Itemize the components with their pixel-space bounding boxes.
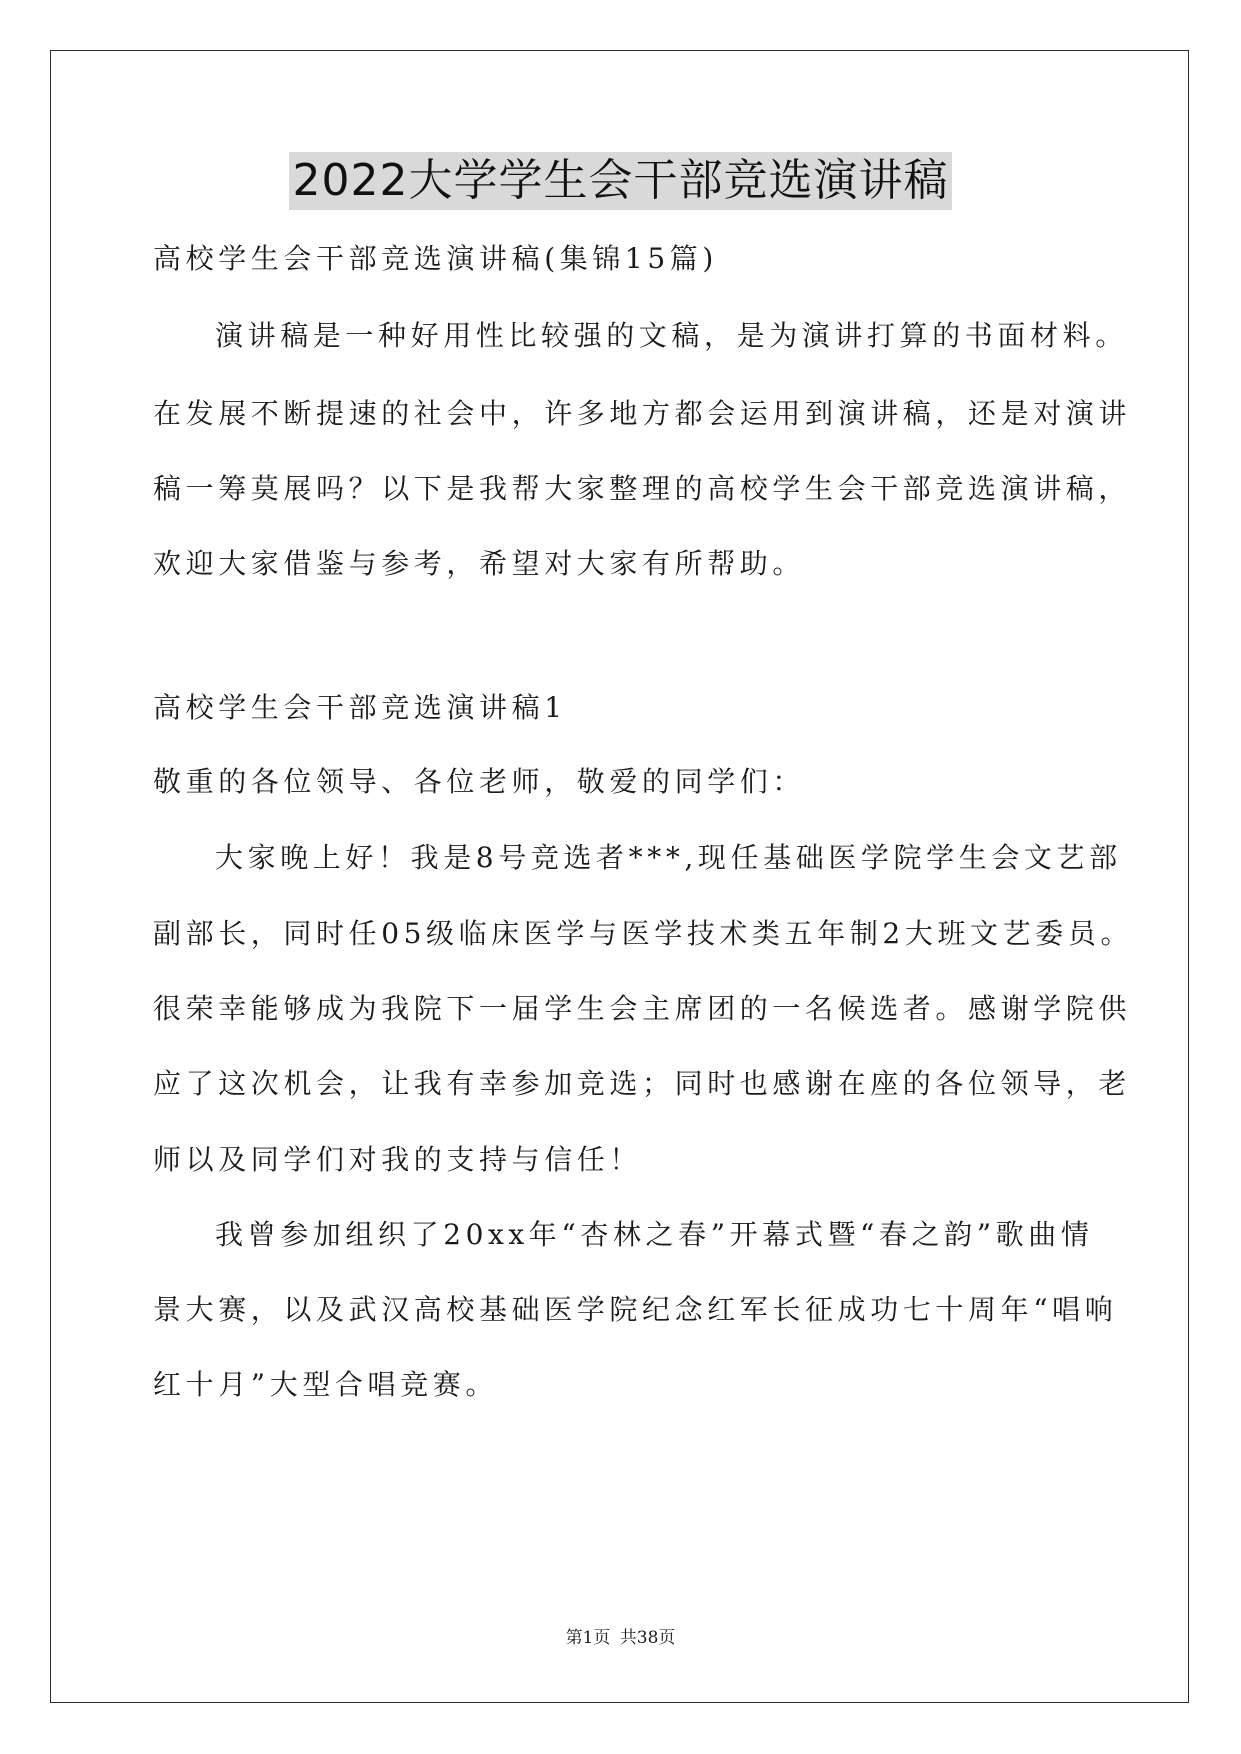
paragraph-line: 应了这次机会，让我有幸参加竞选；同时也感谢在座的各位领导，老 — [153, 1067, 1132, 1100]
paragraph-line: 副部长，同时任05级临床医学与医学技术类五年制2大班文艺委员。 — [153, 917, 1134, 950]
paragraph-line: 我曾参加组织了20xx年“杏林之春”开幕式暨“春之韵”歌曲情 — [215, 1218, 1094, 1251]
page-footer — [0, 1626, 1241, 1650]
document-title: 2022大学学生会干部竞选演讲稿 — [289, 152, 953, 210]
paragraph-line: 很荣幸能够成为我院下一届学生会主席团的一名候选者。感谢学院供 — [153, 992, 1132, 1025]
total-pages: 共38页 — [619, 1628, 676, 1648]
page-number: 第1页 — [565, 1628, 611, 1648]
paragraph-line: 大家晚上好！我是8号竞选者***,现任基础医学院学生会文艺部 — [215, 841, 1122, 874]
intro-line: 演讲稿是一种好用性比较强的文稿，是为演讲打算的书面材料。 — [215, 319, 1128, 352]
salutation: 敬重的各位领导、各位老师，敬爱的同学们： — [153, 765, 806, 798]
subtitle: 高校学生会干部竞选演讲稿(集锦15篇) — [153, 242, 718, 275]
paragraph-line: 红十月”大型合唱竞赛。 — [153, 1368, 498, 1401]
paragraph-line: 景大赛，以及武汉高校基础医学院纪念红军长征成功七十周年“唱响 — [153, 1293, 1118, 1326]
section-heading: 高校学生会干部竞选演讲稿1 — [153, 691, 567, 724]
title-container — [0, 152, 1241, 210]
intro-line: 欢迎大家借鉴与参考，希望对大家有所帮助。 — [153, 547, 806, 580]
intro-line: 在发展不断提速的社会中，许多地方都会运用到演讲稿，还是对演讲 — [153, 397, 1132, 430]
paragraph-line: 师以及同学们对我的支持与信任！ — [153, 1143, 643, 1176]
intro-line: 稿一筹莫展吗？以下是我帮大家整理的高校学生会干部竞选演讲稿， — [153, 472, 1132, 505]
